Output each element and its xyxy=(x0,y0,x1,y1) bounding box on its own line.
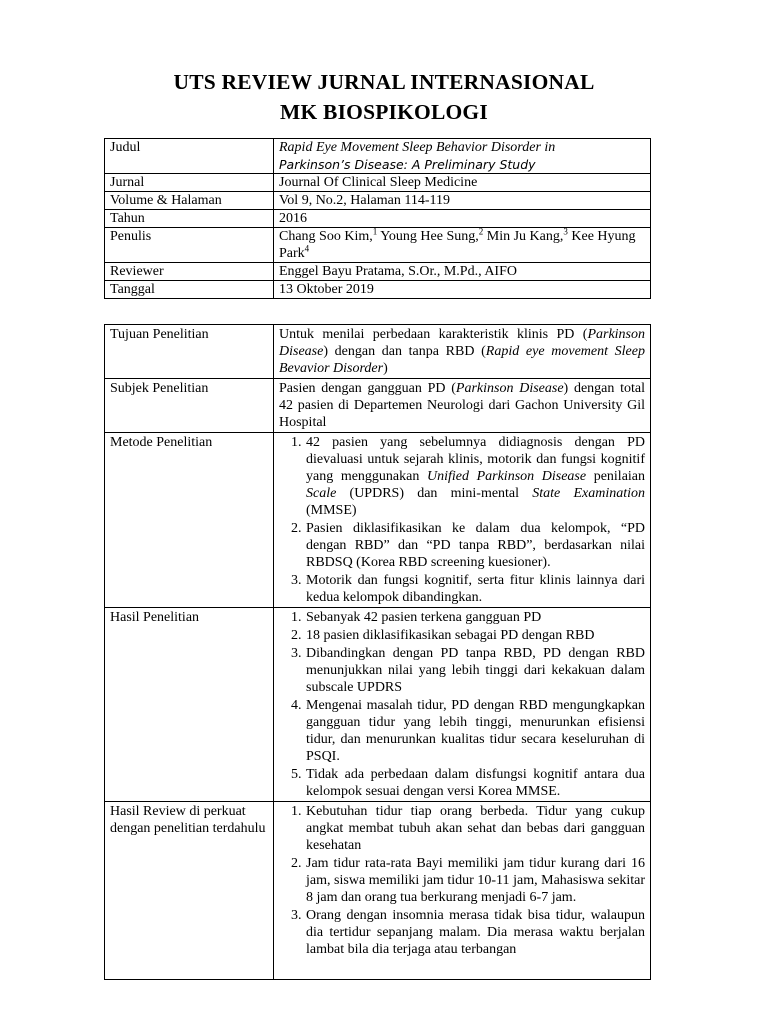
metode-1-text-1: 42 pasien yang sebelumnya didiagnosis dengan PD dievaluasi untuk sejarah klinis, motorik dan fungsi kognitif yang menggunakan xyxy=(306,435,645,484)
tujuan-text-1: Untuk menilai perbedaan karakteristik klinis PD ( xyxy=(279,327,588,342)
author-2: Young Hee Sung, xyxy=(377,229,479,244)
table-row xyxy=(105,433,651,608)
list-item xyxy=(305,434,645,519)
volume-label: Volume & Halaman xyxy=(105,192,274,210)
hasil-review-label: Hasil Review di perkuat dengan penelitian terdahulu xyxy=(105,802,274,980)
author-1: Chang Soo Kim, xyxy=(279,229,373,244)
author-3-affiliation: 3 xyxy=(563,226,568,237)
author-4: Kee Hyung Park xyxy=(279,229,636,261)
table-row xyxy=(105,281,651,299)
review-table xyxy=(104,324,651,980)
tahun-value: 2016 xyxy=(274,210,651,228)
table-row xyxy=(105,228,651,263)
list-item: 2. 18 pasien diklasifikasikan sebagai PD dengan RBD xyxy=(305,627,645,644)
tujuan-text-2: ) dengan dan tanpa RBD ( xyxy=(323,344,486,359)
author-1-affiliation: 1 xyxy=(372,226,378,237)
metode-1-italic-2: Scale xyxy=(306,486,337,501)
metode-label: Metode Penelitian xyxy=(105,433,274,608)
table-row xyxy=(105,192,651,210)
journal-info-table xyxy=(104,138,651,299)
metode-1-text-3: (UPDRS) dan mini-mental xyxy=(336,486,533,501)
tujuan-value xyxy=(274,325,651,379)
subjek-value xyxy=(274,379,651,433)
list-item: 1. Kebutuhan tidur tiap orang berbeda. Tidur yang cukup angkat membat tubuh akan sehat dan bebas dari gangguan kesehatan xyxy=(305,803,645,854)
tujuan-label: Tujuan Penelitian xyxy=(105,325,274,379)
subjek-italic-1: Parkinson Disease xyxy=(455,381,564,396)
metode-1-text-2: penilaian xyxy=(586,469,646,484)
list-item: 2. Jam tidur rata-rata Bayi memiliki jam tidur kurang dari 16 jam, siswa memiliki jam tidur 10-11 jam, Mahasiswa sekitar 8 jam dan orang tua berkurang menjadi 6-7 jam. xyxy=(305,855,645,906)
document-title: UTS REVIEW JURNAL INTERNASIONAL xyxy=(173,70,595,94)
subjek-text-1: Pasien dengan gangguan PD ( xyxy=(279,381,456,396)
hasil-review-value xyxy=(274,802,651,980)
metode-1-italic-3: State Examination xyxy=(532,486,645,501)
penulis-value xyxy=(274,228,651,263)
table-row xyxy=(105,802,651,980)
metode-value xyxy=(274,433,651,608)
judul-line-2: Parkinson’s Disease: A Preliminary Study xyxy=(279,157,536,172)
judul-line-1: Rapid Eye Movement Sleep Behavior Disorder in xyxy=(279,140,556,155)
hasil-review-list xyxy=(279,803,645,958)
list-item: 2. Pasien diklasifikasikan ke dalam dua kelompok, “PD dengan RBD” dan “PD tanpa RBD”, berdasarkan nilai RBDSQ (Korea RBD screening kuesioner). xyxy=(305,520,645,571)
tujuan-italic-1: Parkinson Disease xyxy=(279,327,645,359)
document-subtitle: MK BIOSPIKOLOGI xyxy=(280,100,488,124)
list-item: 4. Mengenai masalah tidur, PD dengan RBD mengungkapkan gangguan tidur yang lebih tinggi, menurunkan efisiensi tidur, dan menurunkan kualitas tidur secara keseluruhan di PSQI. xyxy=(305,697,645,765)
tanggal-value: 13 Oktober 2019 xyxy=(274,281,651,299)
tanggal-label: Tanggal xyxy=(105,281,274,299)
table-row xyxy=(105,139,651,174)
hasil-label: Hasil Penelitian xyxy=(105,608,274,802)
jurnal-label: Jurnal xyxy=(105,174,274,192)
judul-value xyxy=(274,139,651,174)
jurnal-value: Journal Of Clinical Sleep Medicine xyxy=(274,174,651,192)
reviewer-value: Enggel Bayu Pratama, S.Or., M.Pd., AIFO xyxy=(274,263,651,281)
tujuan-text-3: ) xyxy=(383,361,388,376)
table-row xyxy=(105,325,651,379)
list-item: 3. Dibandingkan dengan PD tanpa RBD, PD dengan RBD menunjukkan nilai yang lebih tinggi dari kekakuan dalam subscale UPDRS xyxy=(305,645,645,696)
tujuan-italic-2: Rapid eye movement Sleep Bevavior Disorder xyxy=(279,344,645,376)
penulis-label: Penulis xyxy=(105,228,274,263)
reviewer-label: Reviewer xyxy=(105,263,274,281)
hasil-list xyxy=(279,609,645,800)
table-row xyxy=(105,263,651,281)
table-row xyxy=(105,608,651,802)
tahun-label: Tahun xyxy=(105,210,274,228)
metode-1-italic-1: Unified Parkinson Disease xyxy=(426,469,587,484)
table-row xyxy=(105,174,651,192)
author-2-affiliation: 2 xyxy=(478,226,484,237)
hasil-value xyxy=(274,608,651,802)
list-item: 1. Sebanyak 42 pasien terkena gangguan PD xyxy=(305,609,645,626)
list-item: 3. Orang dengan insomnia merasa tidak bisa tidur, walaupun dia tertidur sepanjang malam. Dia merasa waktu berjalan lambat bila dia terjaga atau terbangan xyxy=(305,907,645,958)
author-4-affiliation: 4 xyxy=(304,243,310,254)
table-row xyxy=(105,379,651,433)
judul-label: Judul xyxy=(105,139,274,174)
metode-list xyxy=(279,434,645,606)
subjek-label: Subjek Penelitian xyxy=(105,379,274,433)
author-3: Min Ju Kang, xyxy=(483,229,564,244)
list-item: 5. Tidak ada perbedaan dalam disfungsi kognitif antara dua kelompok sesuai dengan versi Korea MMSE. xyxy=(305,766,645,800)
table-row xyxy=(105,210,651,228)
metode-1-text-4: (MMSE) xyxy=(306,503,357,518)
volume-value: Vol 9, No.2, Halaman 114-119 xyxy=(274,192,651,210)
subjek-text-2: ) dengan total 42 pasien di Departemen Neurologi dari Gachon University Gil Hospital xyxy=(279,381,645,430)
list-item: 3. Motorik dan fungsi kognitif, serta fitur klinis lainnya dari kedua kelompok dibandingkan. xyxy=(305,572,645,606)
